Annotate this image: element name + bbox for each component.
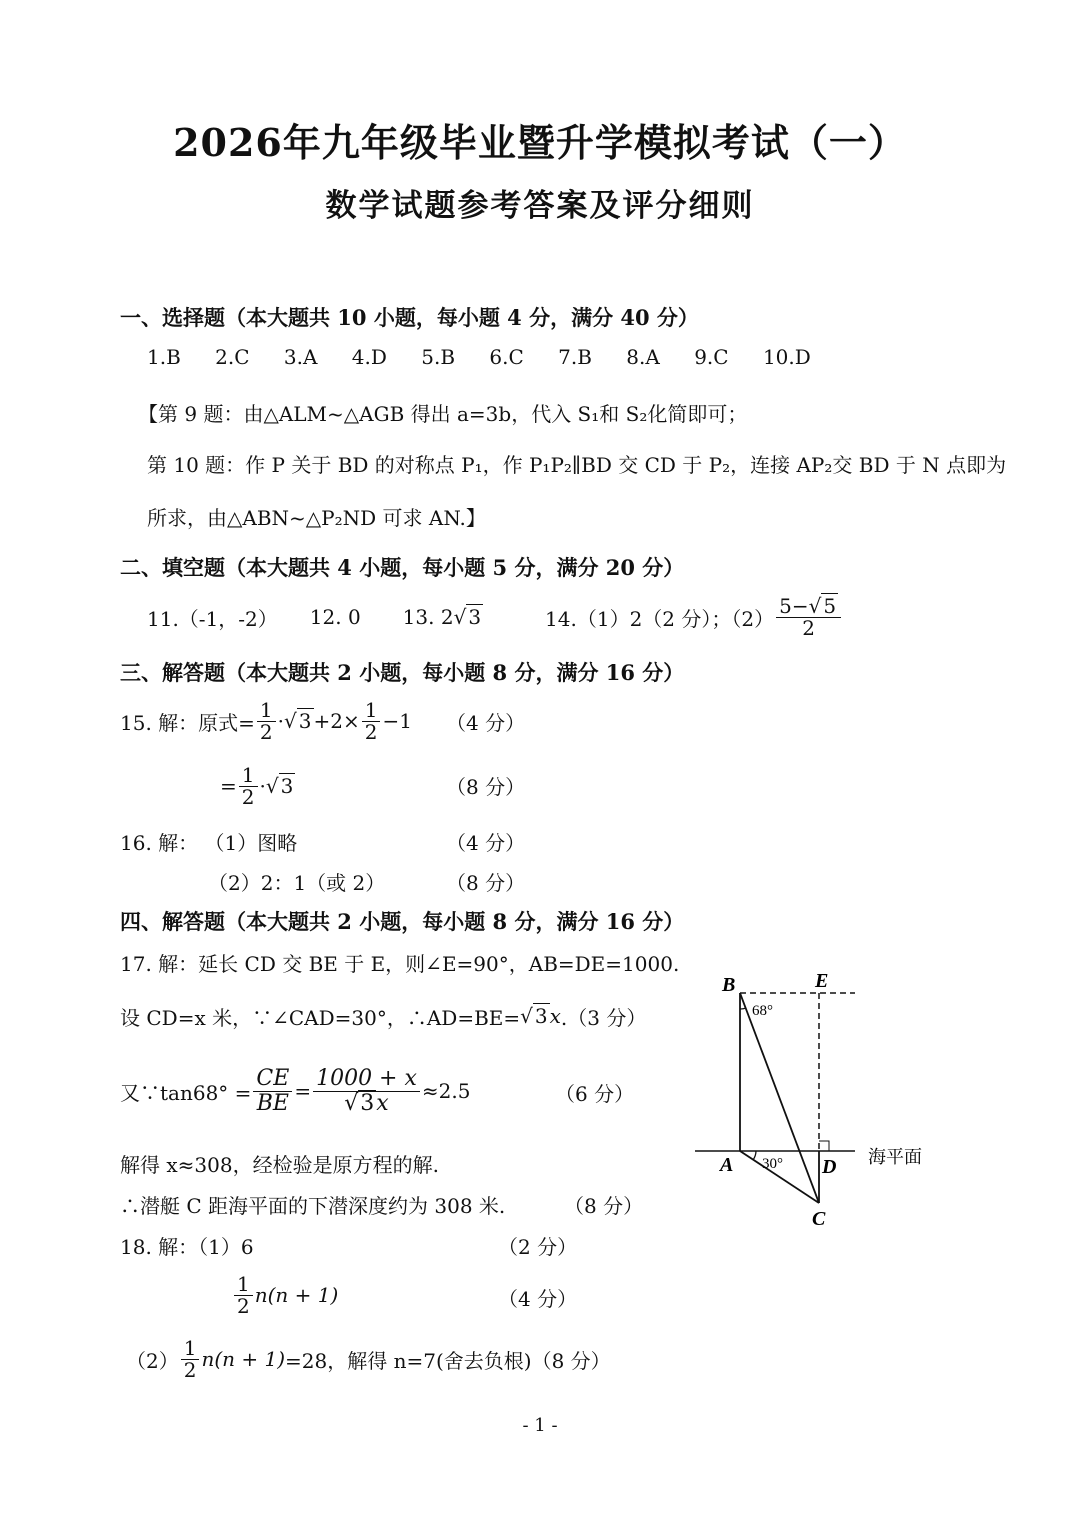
q15-line1: 15. 解：原式= $\frac{1}{2}$ · √ 3 +2× $\frac{1}{2}$ −1 <box>120 697 412 744</box>
answer-12: 12. 0 <box>309 605 361 629</box>
angle-arc-68 <box>740 1008 746 1009</box>
choice-answer: 4.D <box>351 345 387 369</box>
geometry-figure <box>690 965 950 1235</box>
choice-answers <box>147 345 811 369</box>
choice-answer: 5.B <box>421 345 456 369</box>
q18-line2: $\frac{1}{2}$ n(n + 1) <box>232 1266 338 1324</box>
label-b: B <box>722 974 736 996</box>
page-number: - 1 - <box>522 1415 558 1436</box>
q17-line4: 解得 x≈308，经检验是原方程的解. <box>120 1153 439 1177</box>
answer-11: 11.（-1，-2） <box>147 606 278 631</box>
choice-answer: 7.B <box>558 345 592 369</box>
choice-answer: 8.A <box>626 345 660 369</box>
q17-score-8: （8 分） <box>564 1194 644 1218</box>
choice-answer: 2.C <box>215 345 250 369</box>
label-a: A <box>720 1154 734 1176</box>
answer-14-fraction: $\frac{5-√ 5}{2}$ <box>776 596 841 639</box>
q18-score-4: （4 分） <box>498 1287 578 1311</box>
q15-line2: = $\frac{1}{2}$ · √ 3 <box>220 762 294 809</box>
fraction-half: $\frac{1}{2}$ <box>234 1274 253 1317</box>
q18-score-2: （2 分） <box>498 1235 578 1259</box>
note-question-10-line2: 所求，由△ABN~△P₂ND 可求 AN.】 <box>147 506 486 530</box>
fraction-half: $\frac{1}{2}$ <box>181 1338 200 1381</box>
section-4-heading: 四、解答题（本大题共 2 小题，每小题 8 分，满分 16 分） <box>120 909 685 934</box>
q15-score-2: （8 分） <box>446 775 526 799</box>
q17-line3: 又∵tan68° = $\frac{CE}{BE}$ = $\frac{1000 + x}{√3x}$ ≈2.5 <box>120 1066 471 1116</box>
q17-line5: ∴潜艇 C 距海平面的下潜深度约为 308 米. <box>120 1194 506 1218</box>
fraction-1000-x: $\frac{1000 + x}{√3x}$ <box>313 1067 420 1114</box>
q15-score-1: （4 分） <box>446 711 526 735</box>
label-angle-30: 30° <box>762 1156 783 1172</box>
choice-answer: 1.B <box>147 345 181 369</box>
label-angle-68: 68° <box>752 1003 773 1019</box>
q17-line2: 设 CD=x 米，∵∠CAD=30°，∴AD=BE= √ 3 x .（3 分） <box>120 1004 647 1030</box>
fill-answers <box>147 592 843 642</box>
answer-14: 14.（1）2（2 分）；（2） <box>545 606 775 631</box>
section-1-heading: 一、选择题（本大题共 10 小题，每小题 4 分，满分 40 分） <box>120 305 699 330</box>
fraction-half: $\frac{1}{2}$ <box>257 700 276 743</box>
label-e: E <box>815 970 829 992</box>
q16-score-1: （4 分） <box>446 831 526 855</box>
label-sea-level: 海平面 <box>868 1147 922 1168</box>
q16-score-2: （8 分） <box>446 871 526 895</box>
q16-line2: （2）2：1（或 2） <box>208 871 386 895</box>
page-title: 2026年九年级毕业暨升学模拟考试（一） <box>173 120 907 165</box>
choice-answer: 6.C <box>489 345 524 369</box>
label-c: C <box>812 1208 826 1230</box>
note-question-10-line1: 第 10 题：作 P 关于 BD 的对称点 P₁，作 P₁P₂∥BD 交 CD 于 P₂，连接 AP₂交 BD 于 N 点即为 <box>147 453 1007 477</box>
label-d: D <box>822 1156 837 1178</box>
q17-line1: 17. 解：延长 CD 交 BE 于 E，则∠E=90°，AB=DE=1000. <box>120 952 680 976</box>
answer-13: 13. 2√ 3 <box>402 605 482 629</box>
q18-line3: （2） $\frac{1}{2}$ n(n + 1) =28，解得 n=7(舍去负根)（8 分） <box>126 1335 611 1382</box>
q18-line1: 18. 解：（1）6 <box>120 1235 254 1259</box>
q16-line1: 16. 解： （1）图略 <box>120 831 298 855</box>
fraction-half: $\frac{1}{2}$ <box>362 700 381 743</box>
fraction-ce-be: $\frac{CE}{BE}$ <box>253 1067 292 1114</box>
fraction-half: $\frac{1}{2}$ <box>239 765 258 808</box>
angle-arc-30 <box>753 1151 756 1160</box>
choice-answer: 10.D <box>762 345 811 369</box>
right-angle-mark <box>819 1141 829 1151</box>
q15-label: 15. 解：原式= <box>120 710 255 735</box>
page-subtitle: 数学试题参考答案及评分细则 <box>325 188 755 224</box>
choice-answer: 3.A <box>283 345 318 369</box>
note-question-9: 【第 9 题：由△ALM~△AGB 得出 a=3b，代入 S₁和 S₂化简即可； <box>138 402 748 426</box>
q17-score-6: （6 分） <box>555 1082 635 1106</box>
section-2-heading: 二、填空题（本大题共 4 小题，每小题 5 分，满分 20 分） <box>120 555 685 580</box>
choice-answer: 9.C <box>694 345 729 369</box>
section-3-heading: 三、解答题（本大题共 2 小题，每小题 8 分，满分 16 分） <box>120 660 685 685</box>
